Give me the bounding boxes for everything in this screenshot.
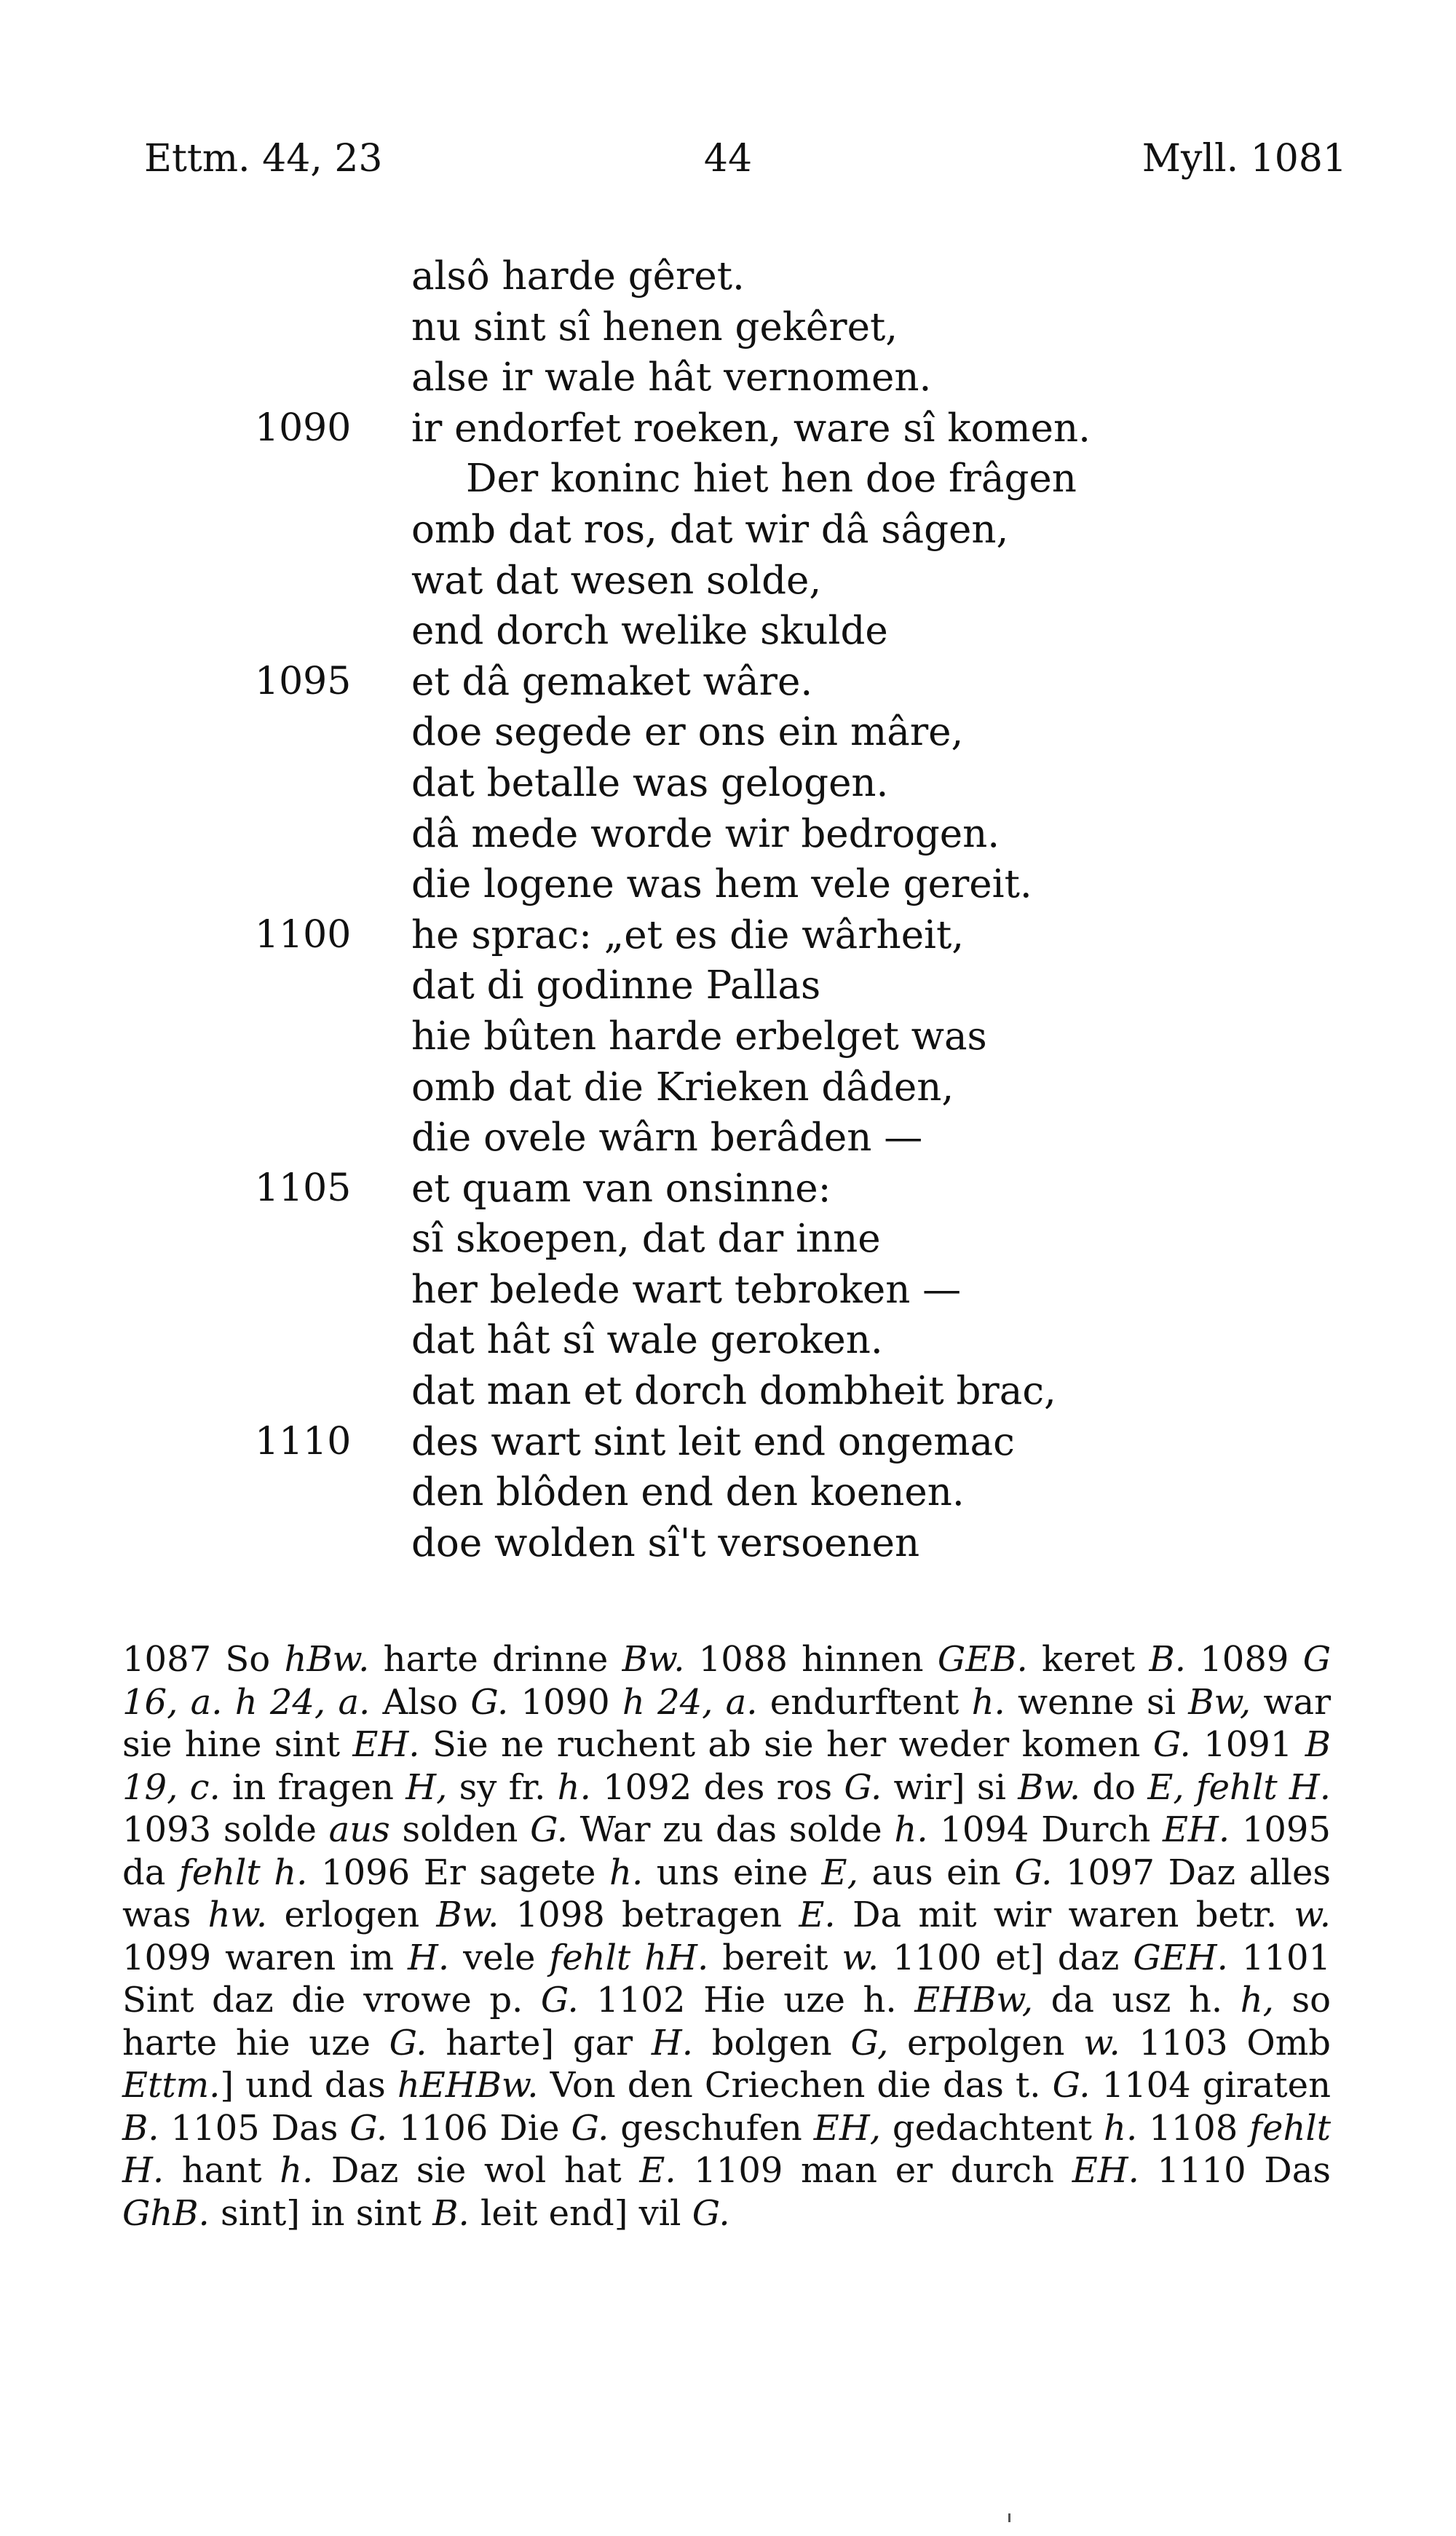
- apparatus-text: wir] si: [882, 1766, 1018, 1808]
- apparatus-text: Sie ne ruchent ab sie her weder komen: [419, 1724, 1153, 1765]
- siglum: hBw.: [284, 1639, 370, 1680]
- running-header: [0, 137, 1456, 202]
- siglum: E, fehlt H.: [1147, 1766, 1332, 1808]
- verse-text: hie bûten harde erbelget was: [411, 1014, 987, 1059]
- siglum: GEB.: [937, 1639, 1028, 1680]
- verse-text: et quam van onsinne:: [411, 1166, 831, 1211]
- apparatus-text: 1102 Hie uze h.: [578, 1980, 915, 2020]
- verse-text: her belede wart tebroken —: [411, 1267, 962, 1312]
- verse-text: Der koninc hiet hen doe frâgen: [466, 457, 1077, 502]
- verse-text: dâ mede worde wir bedrogen.: [411, 811, 1000, 856]
- siglum: fehlt hH.: [549, 1937, 709, 1978]
- siglum: B.: [1149, 1639, 1186, 1680]
- apparatus-text: harte drinne: [369, 1639, 622, 1680]
- verse-number: 1095: [255, 659, 352, 703]
- siglum: w.: [1083, 2022, 1120, 2063]
- verse-number: 1090: [255, 406, 352, 450]
- apparatus-text: ] und das: [220, 2065, 397, 2106]
- verse-line: [0, 1113, 1456, 1164]
- verse-line: [0, 910, 1456, 961]
- verse-line: [0, 505, 1456, 556]
- siglum: EH.: [1072, 2150, 1139, 2191]
- apparatus-text: 1110 Das: [1139, 2150, 1331, 2191]
- siglum: Ettm.: [122, 2065, 221, 2106]
- siglum: GhB.: [122, 2192, 210, 2234]
- verse-line: [0, 758, 1456, 809]
- siglum: E.: [799, 1895, 836, 1935]
- apparatus-text: 1093 solde: [122, 1809, 329, 1850]
- verse-number: 1100: [255, 912, 352, 957]
- siglum: B 19, c.: [122, 1724, 1332, 1808]
- verse-line: [0, 859, 1456, 910]
- siglum: G.: [389, 2022, 427, 2063]
- siglum: B.: [432, 2192, 470, 2234]
- siglum: G 16, a. h 24, a.: [122, 1639, 1332, 1723]
- apparatus-text: 1106 Die: [387, 2107, 571, 2149]
- apparatus-text: erpolgen: [888, 2022, 1084, 2063]
- verse-line: [0, 1518, 1456, 1569]
- page-number: 44: [703, 137, 753, 181]
- apparatus-text: 1092 des ros: [590, 1766, 844, 1808]
- verse-number: 1105: [255, 1166, 352, 1210]
- siglum: Bw,: [1188, 1681, 1251, 1723]
- apparatus-text: 1105 Das: [159, 2107, 350, 2149]
- siglum: E,: [821, 1852, 858, 1893]
- siglum: Bw.: [436, 1895, 499, 1935]
- verse-line: [0, 1011, 1456, 1062]
- apparatus-text: solden: [389, 1809, 531, 1850]
- apparatus-text: Da mit wir waren betr.: [835, 1895, 1294, 1935]
- verse-line: [0, 1366, 1456, 1417]
- siglum: G.: [1052, 2065, 1091, 2106]
- siglum: h.: [1104, 2107, 1138, 2149]
- verse-line: [0, 960, 1456, 1011]
- verse-line: [0, 251, 1456, 302]
- verse-text: omb dat die Krieken dâden,: [411, 1064, 954, 1110]
- apparatus-text: 1088 hinnen: [684, 1639, 938, 1680]
- apparatus-text: 1089: [1185, 1639, 1303, 1680]
- siglum: h.: [894, 1809, 928, 1850]
- verse-line: [0, 1417, 1456, 1468]
- apparatus-text: endurftent: [757, 1681, 972, 1723]
- verse-line: [0, 1315, 1456, 1366]
- apparatus-text: gedachtent: [880, 2107, 1104, 2149]
- siglum: h.: [609, 1852, 644, 1893]
- apparatus-text: 1109 man er durch: [676, 2150, 1072, 2191]
- apparatus-text: Von den Criechen die das t.: [538, 2065, 1053, 2106]
- apparatus-text: keret: [1027, 1639, 1150, 1680]
- apparatus-text: geschufen: [609, 2107, 814, 2149]
- apparatus-text: 1108: [1137, 2107, 1250, 2149]
- apparatus-text: 1095 da: [122, 1809, 1332, 1893]
- verse-text: des wart sint leit end ongemac: [411, 1419, 1015, 1464]
- siglum: Bw.: [1018, 1766, 1081, 1808]
- verse-text: end dorch welike skulde: [411, 609, 888, 654]
- apparatus-text: sint] in sint: [209, 2192, 433, 2234]
- apparatus-text: 1097 Daz alles was: [122, 1852, 1332, 1935]
- apparatus-text: 1090: [508, 1681, 622, 1723]
- verse-text: dat betalle was gelogen.: [411, 760, 889, 805]
- siglum: G.: [692, 2192, 730, 2234]
- verse-line: [0, 606, 1456, 657]
- verse-text: die logene was hem vele gereit.: [411, 862, 1032, 907]
- siglum: h.: [280, 2150, 314, 2191]
- verse-text: sî skoepen, dat dar inne: [411, 1217, 881, 1262]
- siglum: h.: [971, 1681, 1005, 1723]
- apparatus-text: da usz h.: [1033, 1980, 1241, 2020]
- verse-line: [0, 809, 1456, 860]
- apparatus-text: bereit: [708, 1937, 842, 1978]
- siglum: G.: [470, 1681, 509, 1723]
- verse-text: wat dat wesen solde,: [411, 558, 822, 603]
- siglum: G.: [1152, 1724, 1191, 1765]
- apparatus-text: aus ein: [858, 1852, 1015, 1893]
- verse-text: dat di godinne Pallas: [411, 963, 821, 1008]
- siglum: w.: [842, 1937, 879, 1978]
- apparatus-text: so harte hie uze: [122, 1980, 1332, 2063]
- siglum: Bw.: [622, 1639, 685, 1680]
- apparatus-text: vele: [449, 1937, 550, 1978]
- apparatus-text: War zu das solde: [567, 1809, 895, 1850]
- header-left: Ettm. 44, 23: [144, 137, 383, 181]
- verse-line: [0, 352, 1456, 403]
- apparatus-text: sy fr.: [447, 1766, 558, 1808]
- header-right: Myll. 1081: [1142, 137, 1347, 181]
- verse-text: omb dat ros, dat wir dâ sâgen,: [411, 507, 1009, 552]
- apparatus-text: 1103 Omb: [1120, 2022, 1331, 2063]
- siglum: G.: [530, 1809, 568, 1850]
- verse-text: den blôden end den koenen.: [411, 1470, 965, 1515]
- siglum: G.: [540, 1980, 579, 2020]
- apparatus-text: war sie hine sint: [122, 1681, 1332, 1765]
- verse-text: et dâ gemaket wâre.: [411, 659, 813, 704]
- verse-text: die ovele wârn berâden —: [411, 1115, 923, 1161]
- apparatus-text: bolgen: [692, 2022, 851, 2063]
- siglum: h 24, a.: [622, 1681, 758, 1723]
- verse-line: [0, 707, 1456, 758]
- siglum: hw.: [207, 1895, 268, 1935]
- siglum: H.: [651, 2022, 693, 2063]
- siglum: G.: [844, 1766, 882, 1808]
- apparatus-text: Also: [370, 1681, 471, 1723]
- apparatus-text: uns eine: [643, 1852, 822, 1893]
- verse-line: [0, 302, 1456, 353]
- apparatus-text: 1094 Durch: [927, 1809, 1163, 1850]
- apparatus-text: wenne si: [1005, 1681, 1189, 1723]
- siglum: G.: [571, 2107, 609, 2149]
- verse-text: alsô harde gêret.: [411, 254, 745, 299]
- verse-text: dat man et dorch dombheit brac,: [411, 1369, 1056, 1414]
- page-mark: [1008, 2513, 1010, 2522]
- apparatus-text: leit end] vil: [469, 2192, 692, 2234]
- siglum: EHBw,: [914, 1980, 1034, 2020]
- verse-line: [0, 454, 1456, 505]
- verse-line: [0, 657, 1456, 708]
- siglum: G.: [1014, 1852, 1053, 1893]
- verse-line: [0, 1062, 1456, 1113]
- siglum: EH.: [1163, 1809, 1230, 1850]
- verse-number: 1110: [255, 1419, 352, 1463]
- verse-block: [0, 251, 1456, 1568]
- apparatus-text: 1098 betragen: [499, 1895, 799, 1935]
- apparatus-text: 1091: [1190, 1724, 1305, 1765]
- siglum: H,: [405, 1766, 448, 1808]
- verse-line: [0, 1164, 1456, 1214]
- verse-text: ir endorfet roeken, ware sî komen.: [411, 406, 1091, 451]
- verse-text: alse ir wale hât vernomen.: [411, 355, 932, 400]
- siglum: B.: [122, 2107, 159, 2149]
- verse-line: [0, 403, 1456, 454]
- apparatus-text: in fragen: [220, 1766, 406, 1808]
- siglum: EH.: [352, 1724, 420, 1765]
- apparatus-text: do: [1080, 1766, 1148, 1808]
- siglum: h,: [1240, 1980, 1274, 2020]
- critical-apparatus: [122, 1638, 1331, 2235]
- siglum: hEHBw.: [397, 2065, 539, 2106]
- siglum: EH,: [813, 2107, 881, 2149]
- siglum: E.: [639, 2150, 676, 2191]
- siglum: GEH.: [1133, 1937, 1228, 1978]
- apparatus-text: 1101 Sint daz die vrowe p.: [122, 1937, 1332, 2020]
- siglum: fehlt h.: [178, 1852, 308, 1893]
- siglum: G.: [349, 2107, 388, 2149]
- apparatus-text: erlogen: [267, 1895, 437, 1935]
- apparatus-text: 1096 Er sagete: [307, 1852, 610, 1893]
- verse-text: doe segede er ons ein mâre,: [411, 710, 964, 755]
- siglum: w.: [1294, 1895, 1331, 1935]
- verse-text: doe wolden sî't versoenen: [411, 1520, 920, 1565]
- apparatus-text: 1100 et] daz: [879, 1937, 1133, 1978]
- apparatus-text: 1104 giraten: [1090, 2065, 1331, 2106]
- apparatus-text: hant: [164, 2150, 280, 2191]
- verse-line: [0, 1214, 1456, 1265]
- siglum: h.: [557, 1766, 591, 1808]
- apparatus-text: Daz sie wol hat: [313, 2150, 640, 2191]
- verse-line: [0, 1265, 1456, 1316]
- siglum: fehlt H.: [122, 2107, 1331, 2191]
- verse-line: [0, 1467, 1456, 1518]
- apparatus-text: 1099 waren im: [122, 1937, 408, 1978]
- siglum: aus: [328, 1809, 390, 1850]
- verse-text: he sprac: „et es die wârheit,: [411, 912, 965, 957]
- siglum: G,: [850, 2022, 889, 2063]
- siglum: H.: [408, 1937, 450, 1978]
- verse-line: [0, 556, 1456, 607]
- verse-text: nu sint sî henen gekêret,: [411, 304, 898, 349]
- verse-text: dat hât sî wale geroken.: [411, 1318, 883, 1363]
- apparatus-text: harte] gar: [427, 2022, 652, 2063]
- apparatus-text: 1087 So: [122, 1639, 285, 1680]
